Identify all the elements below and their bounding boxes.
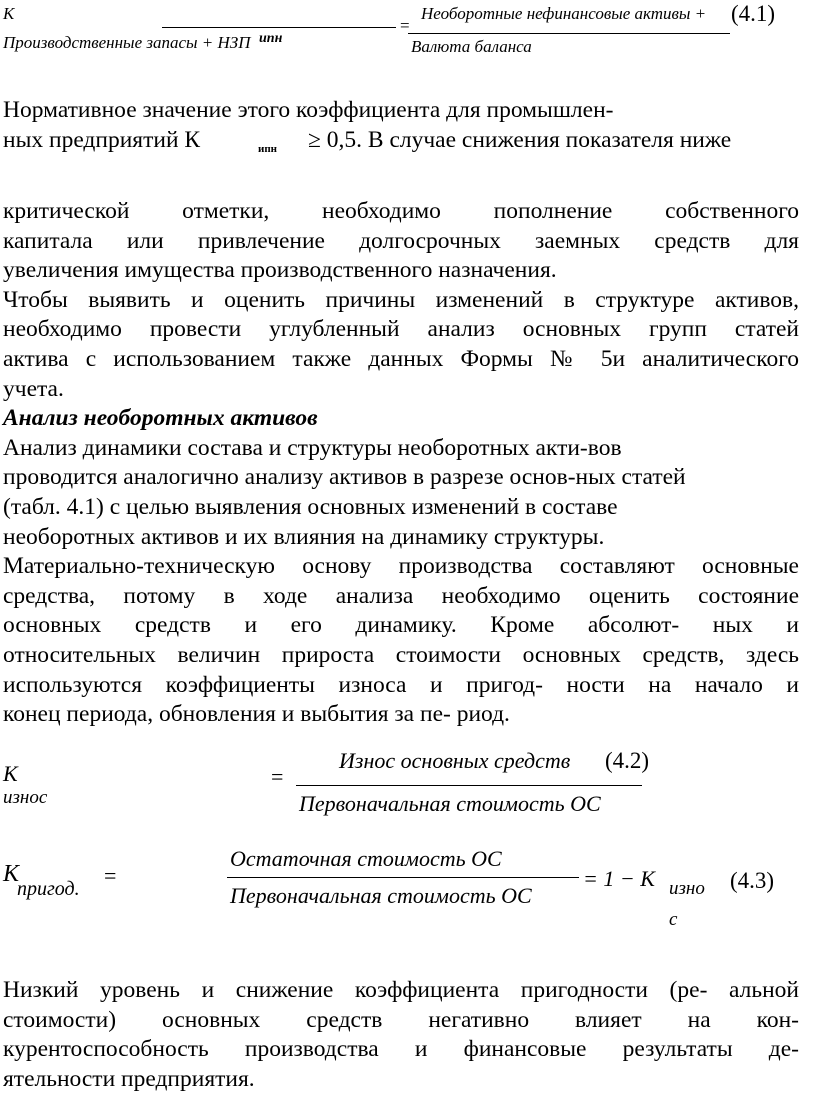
text-line: критической отметки, необходимо пополнение собственного (3, 198, 799, 224)
formula-4-2-numerator: Износ основных средств (339, 748, 571, 773)
text-line: проводится аналогично анализу активов в разрезе основ-ных статей (3, 464, 686, 491)
text-line: Чтобы выявить и оценить причины изменений в структуре активов, (3, 286, 799, 313)
formula-4-3-lhs-subscript: пригод. (17, 878, 80, 900)
text-line: учета. (3, 375, 64, 402)
formula-4-2-equals: = (271, 764, 284, 789)
text-line: капитала или привлечение долгосрочных заемных средств для (3, 227, 799, 254)
text-line: необоротных активов и их влияния на динамику структуры. (3, 523, 605, 550)
paragraph-identify-causes (3, 286, 799, 404)
formula-4-1-lhs-fraction-line (162, 27, 396, 28)
text-line: ятельности предприятия. (3, 1065, 255, 1092)
paragraph-normative-line-1: Нормативное значение этого коэффициента для промышлен- (3, 97, 614, 123)
formula-4-2-denominator: Первоначальная стоимость ОС (299, 791, 601, 816)
text-line: увеличения имущества производственного назначения. (3, 257, 557, 284)
formula-4-2-number: (4.2) (605, 748, 650, 773)
formula-4-2-lhs-subscript: износ (3, 787, 48, 808)
body-text-block (3, 197, 799, 730)
text-line: актива с использованием также данных Формы № 5и аналитического (3, 345, 799, 372)
formula-4-1-lhs-subscript: ипн (259, 31, 283, 46)
formula-4-3-fraction-line (227, 877, 579, 878)
formula-4-1-number: (4.1) (731, 1, 776, 26)
text-line: Материально-техническую основу производства составляют основные (3, 553, 799, 580)
formula-4-1-rhs-numerator: Необоротные нефинансовые активы + (421, 4, 707, 23)
formula-4-1-lhs-symbol: К (3, 4, 15, 23)
formula-4-3-denominator: Первоначальная стоимость ОС (230, 883, 532, 908)
paragraph-critical-mark (3, 197, 799, 286)
text-line: используются коэффициенты износа и пригод- ности на начало и (3, 671, 799, 698)
formula-4-1-equals: = (400, 16, 410, 35)
text-line: (табл. 4.1) с целью выявления основных изменений в составе (3, 493, 618, 520)
text-line: курентоспособность производства и финансовые результаты де- (3, 1036, 799, 1063)
formula-4-3-numerator: Остаточная стоимость ОС (230, 846, 502, 871)
paragraph-normative-subscript: ипн (258, 143, 278, 155)
text-line: стоимости) основных средств негативно влияет на кон- (3, 1006, 799, 1033)
formula-4-2-lhs-symbol: К (3, 761, 18, 786)
formula-4-3-rhs: = 1 − К (583, 866, 655, 891)
formula-4-3-equals: = (104, 863, 117, 888)
text-line: конец периода, обновления и выбытия за пе- риод. (3, 701, 510, 728)
formula-4-3-lhs-symbol: К (3, 861, 19, 887)
text-line: основных средств и его динамику. Кроме абсолют- ных и (3, 612, 799, 639)
paragraph-dynamics-analysis (3, 434, 799, 552)
formula-4-3-number: (4.3) (730, 868, 775, 893)
formula-4-1-rhs-denominator: Валюта баланса (411, 37, 532, 56)
formula-4-1-lhs-denominator: Производственные запасы + НЗП (3, 33, 251, 52)
formula-4-3-rhs-subscript-1: изно (669, 878, 705, 899)
text-line: Анализ динамики состава и структуры необоротных акти-вов (3, 434, 622, 461)
text-line: Низкий уровень и снижение коэффициента пригодности (ре- альной (3, 977, 799, 1003)
paragraph-normative-line-2-end: ≥ 0,5. В случае снижения показателя ниже (308, 127, 732, 153)
paragraph-fixed-assets (3, 552, 799, 730)
text-line: необходимо провести углубленный анализ основных групп статей (3, 316, 799, 343)
paragraph-low-level (3, 976, 799, 1094)
section-heading: Анализ необоротных активов (3, 405, 318, 432)
text-line: средства, потому в ходе анализа необходимо оценить состояние (3, 582, 799, 609)
text-line: относительных величин прироста стоимости основных средств, здесь (3, 641, 799, 668)
formula-4-3-rhs-subscript-2: с (669, 909, 678, 930)
formula-4-2-fraction-line (296, 785, 642, 786)
paragraph-normative-line-2-start: ных предприятий К (3, 127, 201, 153)
formula-4-1-rhs-fraction-line (408, 33, 730, 34)
